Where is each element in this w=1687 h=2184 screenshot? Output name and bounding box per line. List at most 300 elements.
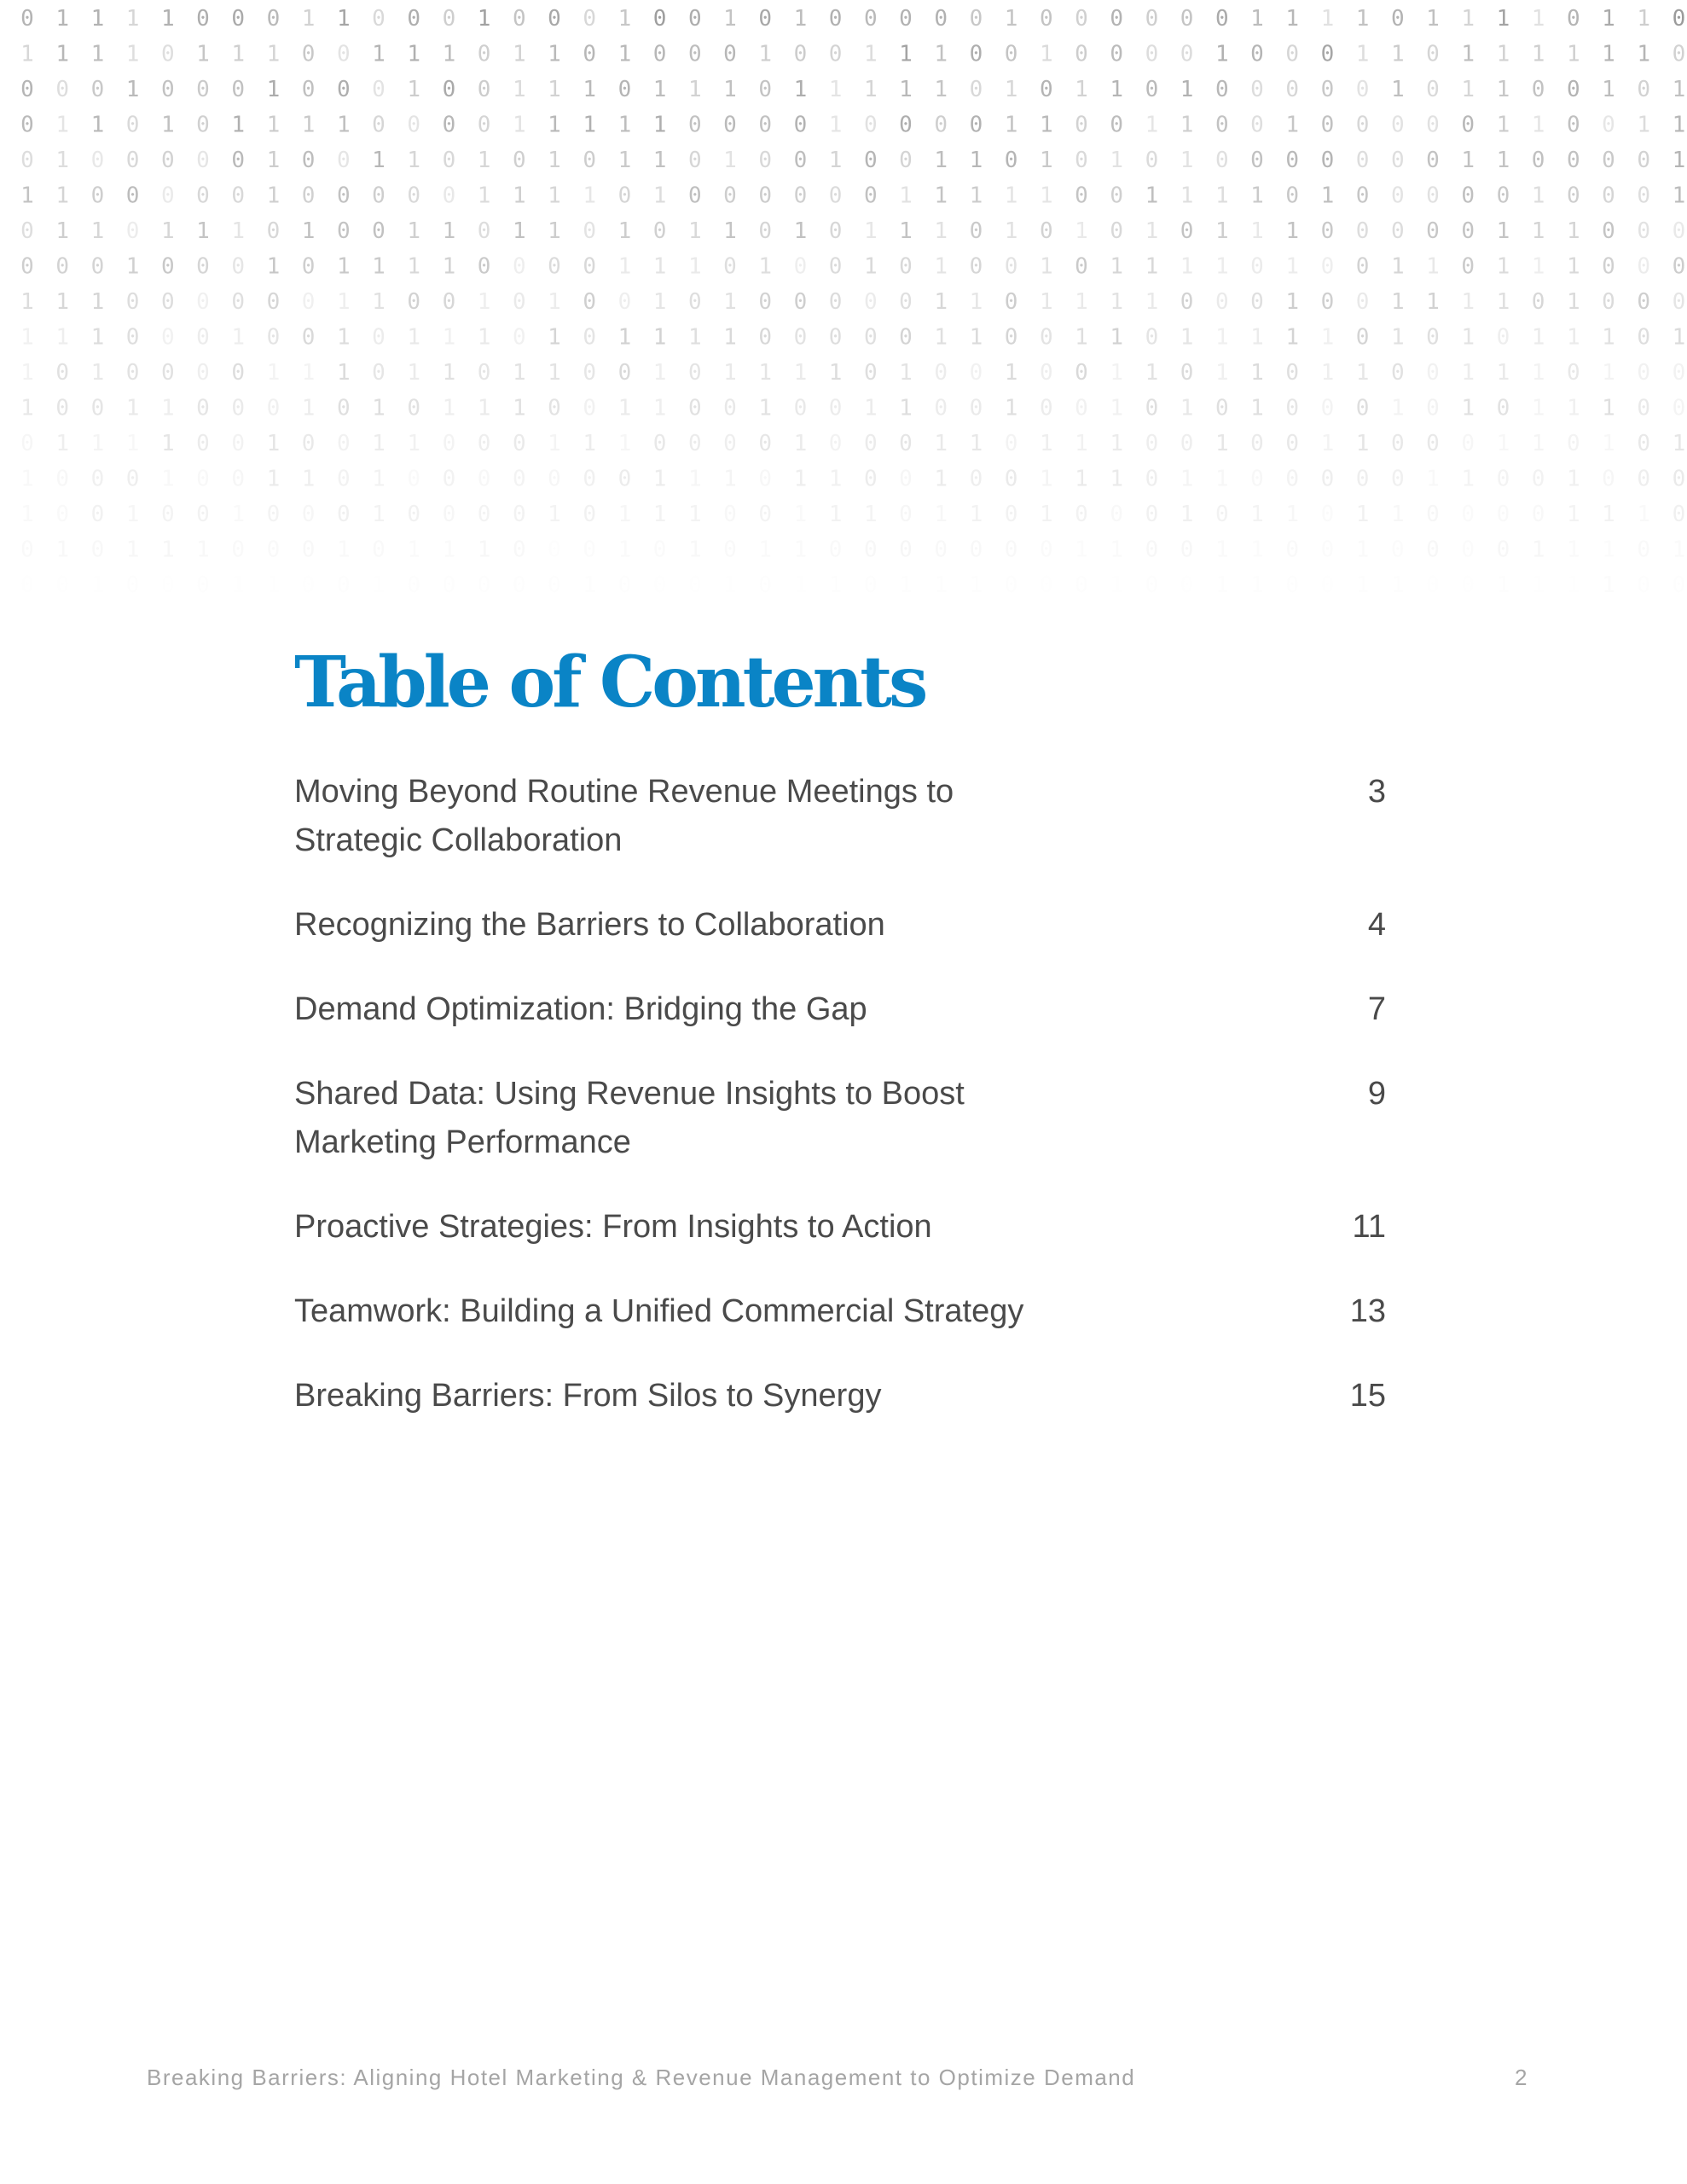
binary-digit: 1: [407, 41, 421, 67]
binary-digit: 1: [1215, 253, 1229, 280]
binary-digit: 0: [1566, 431, 1580, 456]
binary-digit: 0: [583, 360, 597, 386]
binary-digit: 0: [512, 324, 526, 351]
binary-digit: 1: [793, 360, 808, 386]
binary-digit: 0: [1637, 395, 1651, 421]
binary-digit: 1: [1180, 77, 1194, 102]
binary-digit: 1: [969, 289, 983, 315]
binary-digit: 1: [1004, 183, 1018, 209]
binary-digit: 0: [442, 183, 456, 209]
binary-digit: 1: [548, 77, 561, 102]
binary-digit: 0: [1355, 395, 1370, 421]
binary-digit: 0: [969, 466, 983, 492]
binary-digit: 1: [1637, 502, 1651, 527]
binary-digit: 1: [863, 253, 878, 280]
binary-digit: 1: [1566, 218, 1580, 244]
binary-digit: 1: [1039, 431, 1053, 456]
binary-digit: 1: [1075, 324, 1088, 351]
binary-digit: 1: [407, 360, 421, 386]
toc-entry[interactable]: [294, 985, 1386, 1034]
binary-digit: 0: [828, 218, 843, 244]
binary-digit: 1: [1672, 537, 1686, 563]
binary-digit: 1: [1496, 289, 1510, 315]
binary-digit: 0: [1566, 183, 1580, 209]
binary-digit: 0: [1531, 502, 1545, 527]
binary-digit: 0: [1496, 395, 1510, 421]
binary-digit: 1: [125, 502, 140, 527]
binary-digit: 0: [1320, 395, 1335, 421]
binary-digit: 0: [758, 112, 773, 138]
toc-entry[interactable]: [294, 1203, 1386, 1252]
binary-digit: 0: [196, 6, 210, 32]
binary-digit: 1: [266, 431, 281, 456]
binary-digit: 1: [266, 148, 281, 173]
binary-digit: 0: [1075, 502, 1088, 527]
binary-digit: 1: [548, 324, 561, 351]
binary-digit: 1: [372, 466, 386, 492]
binary-digit: 1: [969, 324, 983, 351]
binary-digit: 0: [301, 324, 316, 351]
binary-digit: 0: [477, 431, 491, 456]
binary-digit: 1: [266, 112, 281, 138]
binary-digit: 0: [687, 148, 702, 173]
toc-entry-label: Teamwork: Building a Unified Commercial Strategy: [294, 1293, 1024, 1330]
binary-digit: 1: [652, 148, 667, 173]
binary-digit: 0: [1250, 253, 1264, 280]
binary-digit: 0: [442, 466, 456, 492]
binary-digit: 0: [196, 502, 210, 527]
binary-digit: 1: [652, 112, 667, 138]
toc-entry-label: Breaking Barriers: From Silos to Synergy: [294, 1378, 882, 1414]
binary-digit: 1: [1110, 289, 1124, 315]
binary-digit: 1: [1320, 431, 1335, 456]
binary-digit: 0: [1355, 183, 1370, 209]
binary-digit: 1: [1285, 289, 1300, 315]
binary-digit: 1: [1426, 289, 1440, 315]
binary-digit: 0: [1602, 148, 1615, 173]
binary-digit: 1: [793, 502, 808, 527]
toc-entry-label: Proactive Strategies: From Insights to Action: [294, 1209, 932, 1246]
binary-digit: 0: [863, 431, 878, 456]
binary-digit: 1: [372, 572, 386, 598]
binary-digit: 0: [758, 466, 773, 492]
toc-entry-page: 13: [1349, 1293, 1386, 1330]
binary-digit: 1: [1180, 324, 1194, 351]
binary-digit: 0: [1426, 218, 1440, 244]
binary-digit: 1: [548, 431, 561, 456]
binary-digit: 0: [477, 253, 491, 280]
binary-digit: 1: [1145, 360, 1159, 386]
binary-digit: 0: [1004, 466, 1018, 492]
binary-digit: 0: [20, 253, 34, 280]
binary-digit: 0: [1320, 77, 1335, 102]
binary-digit: 0: [231, 466, 246, 492]
binary-digit: 0: [1672, 6, 1686, 32]
binary-digit: 0: [1602, 112, 1615, 138]
binary-digit: 1: [1390, 395, 1405, 421]
binary-digit: 0: [687, 572, 702, 598]
binary-digit: 1: [1496, 572, 1510, 598]
binary-digit: 0: [969, 77, 983, 102]
binary-digit: 0: [1004, 502, 1018, 527]
binary-digit: 1: [1250, 360, 1264, 386]
page-footer: [147, 2065, 1528, 2091]
binary-digit: 1: [160, 6, 175, 32]
binary-digit: 0: [1566, 6, 1580, 32]
binary-digit: 0: [407, 572, 421, 598]
binary-digit: 0: [969, 395, 983, 421]
binary-digit: 0: [512, 148, 526, 173]
binary-digit: 0: [90, 183, 105, 209]
binary-digit: 1: [1075, 218, 1088, 244]
binary-digit: 0: [1285, 148, 1300, 173]
binary-digit: 1: [1250, 6, 1264, 32]
binary-digit: 0: [231, 183, 246, 209]
binary-digit: 0: [1180, 537, 1194, 563]
binary-digit: 0: [793, 183, 808, 209]
binary-digit: 0: [1355, 148, 1370, 173]
binary-digit: 1: [723, 148, 737, 173]
binary-digit: 1: [548, 360, 561, 386]
binary-digit: 1: [1531, 360, 1545, 386]
binary-digit: 0: [548, 466, 561, 492]
binary-digit: 0: [583, 537, 597, 563]
binary-digit: 1: [512, 41, 526, 67]
binary-digit: 0: [1390, 183, 1405, 209]
binary-digit: 0: [336, 77, 351, 102]
binary-digit: 1: [90, 572, 105, 598]
binary-digit: 1: [1566, 253, 1580, 280]
binary-digit: 0: [442, 148, 456, 173]
binary-digit: 1: [1531, 395, 1545, 421]
binary-digit: 1: [1602, 537, 1615, 563]
binary-digit: 0: [90, 537, 105, 563]
binary-digit: 1: [1285, 112, 1300, 138]
binary-digit: 0: [266, 537, 281, 563]
binary-digit: 1: [1637, 41, 1651, 67]
binary-digit: 1: [1602, 77, 1615, 102]
binary-digit: 1: [1566, 289, 1580, 315]
binary-digit: 1: [1390, 572, 1405, 598]
binary-digit: 0: [160, 324, 175, 351]
binary-digit: 0: [1672, 360, 1686, 386]
binary-digit: 1: [1602, 6, 1615, 32]
binary-digit: 0: [160, 41, 175, 67]
binary-digit: 1: [1110, 324, 1124, 351]
binary-digit: 1: [1461, 41, 1475, 67]
binary-digit: 0: [301, 289, 316, 315]
binary-digit: 1: [231, 41, 246, 67]
binary-digit: 1: [125, 395, 140, 421]
binary-digit: 0: [934, 112, 948, 138]
binary-digit: 0: [1461, 183, 1475, 209]
toc-entry[interactable]: [294, 1070, 1386, 1167]
binary-digit: 0: [1004, 253, 1018, 280]
binary-digit: 1: [548, 112, 561, 138]
binary-digit: 1: [934, 324, 948, 351]
binary-digit: 0: [1426, 41, 1440, 67]
binary-digit: 1: [1320, 360, 1335, 386]
binary-digit: 0: [687, 41, 702, 67]
binary-digit: 1: [793, 537, 808, 563]
binary-digit: 0: [1320, 289, 1335, 315]
binary-digit: 1: [617, 112, 632, 138]
binary-digit: 1: [1566, 572, 1580, 598]
binary-digit: 1: [899, 183, 913, 209]
binary-digit: 1: [512, 218, 526, 244]
toc-entry[interactable]: [294, 1287, 1386, 1336]
binary-digit: 0: [231, 148, 246, 173]
binary-digit: 1: [583, 183, 597, 209]
binary-digit: 1: [1250, 502, 1264, 527]
binary-digit: 0: [1355, 112, 1370, 138]
binary-digit: 1: [1180, 466, 1194, 492]
binary-digit: 1: [1285, 324, 1300, 351]
binary-digit: 0: [1145, 502, 1159, 527]
binary-digit: 0: [793, 41, 808, 67]
binary-digit: 0: [863, 6, 878, 32]
toc-entry[interactable]: [294, 1372, 1386, 1420]
binary-digit: 0: [231, 537, 246, 563]
binary-digit: 1: [1215, 537, 1229, 563]
binary-digit: 1: [1145, 218, 1159, 244]
binary-digit: 0: [477, 360, 491, 386]
binary-digit: 1: [1672, 183, 1686, 209]
binary-digit: 0: [652, 572, 667, 598]
binary-digit: 1: [1672, 431, 1686, 456]
binary-digit: 0: [1672, 41, 1686, 67]
binary-digit: 1: [617, 41, 632, 67]
binary-digit: 1: [793, 431, 808, 456]
binary-digit: 0: [687, 183, 702, 209]
binary-digit: 0: [548, 572, 561, 598]
toc-entry[interactable]: [294, 901, 1386, 950]
binary-digit: 0: [934, 6, 948, 32]
binary-digit: 1: [1075, 466, 1088, 492]
binary-digit: 0: [477, 572, 491, 598]
binary-digit: 1: [723, 466, 737, 492]
binary-digit: 0: [125, 183, 140, 209]
binary-digit: 0: [55, 360, 70, 386]
binary-digit: 0: [160, 360, 175, 386]
binary-digit: 0: [125, 148, 140, 173]
binary-digit: 0: [758, 218, 773, 244]
binary-digit: 1: [828, 360, 843, 386]
footer-page-number: 2: [1515, 2065, 1528, 2090]
binary-digit: 0: [1215, 395, 1229, 421]
binary-digit: 0: [583, 218, 597, 244]
binary-digit: 0: [1145, 466, 1159, 492]
binary-digit: 1: [512, 183, 526, 209]
binary-digit: 0: [793, 324, 808, 351]
binary-digit: 0: [1355, 253, 1370, 280]
binary-digit: 1: [1250, 572, 1264, 598]
binary-digit: 1: [266, 77, 281, 102]
binary-digit: 1: [125, 537, 140, 563]
binary-digit: 0: [899, 324, 913, 351]
binary-digit: 1: [1566, 41, 1580, 67]
binary-digit: 1: [407, 77, 421, 102]
binary-digit: 1: [1496, 112, 1510, 138]
binary-digit: 0: [336, 466, 351, 492]
binary-digit: 0: [125, 324, 140, 351]
toc-entry[interactable]: [294, 768, 1386, 865]
binary-digit: 0: [1004, 537, 1018, 563]
binary-digit: 0: [1145, 537, 1159, 563]
binary-digit: 1: [1461, 466, 1475, 492]
binary-digit: 0: [1672, 395, 1686, 421]
binary-digit: 0: [1039, 537, 1053, 563]
binary-digit: 0: [407, 395, 421, 421]
binary-digit: 0: [758, 431, 773, 456]
binary-digit: 0: [723, 112, 737, 138]
binary-digit: 1: [196, 537, 210, 563]
binary-digit: 0: [1426, 324, 1440, 351]
binary-digit: 0: [1075, 360, 1088, 386]
binary-digit: 1: [20, 41, 34, 67]
binary-digit: 1: [969, 148, 983, 173]
binary-digit: 0: [1531, 77, 1545, 102]
binary-digit: 0: [301, 502, 316, 527]
binary-digit: 1: [828, 572, 843, 598]
binary-digit: 0: [372, 360, 386, 386]
binary-digit: 1: [687, 253, 702, 280]
binary-digit: 0: [1110, 218, 1124, 244]
binary-digit: 0: [1390, 431, 1405, 456]
binary-digit: 0: [1461, 112, 1475, 138]
binary-digit: 0: [1180, 41, 1194, 67]
binary-digit: 1: [512, 112, 526, 138]
binary-digit: 1: [1602, 502, 1615, 527]
binary-digit: 0: [125, 218, 140, 244]
binary-digit: 1: [1320, 183, 1335, 209]
binary-digit: 0: [1637, 572, 1651, 598]
binary-digit: 1: [652, 395, 667, 421]
binary-digit: 0: [1215, 6, 1229, 32]
binary-digit: 0: [1075, 112, 1088, 138]
binary-digit: 0: [160, 289, 175, 315]
binary-digit: 0: [828, 289, 843, 315]
binary-digit: 0: [1110, 6, 1124, 32]
binary-digit: 1: [863, 395, 878, 421]
binary-digit: 0: [1566, 360, 1580, 386]
binary-digit: 1: [1602, 360, 1615, 386]
binary-digit: 0: [969, 218, 983, 244]
binary-digit: 1: [90, 112, 105, 138]
binary-digit: 0: [1355, 466, 1370, 492]
binary-digit: 0: [1039, 77, 1053, 102]
binary-digit: 1: [1110, 148, 1124, 173]
binary-digit: 0: [231, 395, 246, 421]
binary-digit: 1: [899, 218, 913, 244]
binary-digit: 1: [1004, 6, 1018, 32]
binary-digit: 1: [1390, 41, 1405, 67]
binary-digit: 0: [1426, 360, 1440, 386]
binary-digit: 1: [1390, 77, 1405, 102]
binary-digit: 0: [1285, 572, 1300, 598]
binary-digit: 0: [266, 218, 281, 244]
binary-digit: 1: [1250, 395, 1264, 421]
binary-digit: 0: [477, 466, 491, 492]
binary-digit: 0: [160, 253, 175, 280]
binary-digit: 1: [1461, 395, 1475, 421]
binary-digit: 1: [1355, 502, 1370, 527]
binary-digit: 0: [1004, 148, 1018, 173]
binary-digit: 1: [442, 537, 456, 563]
binary-digit: 1: [723, 324, 737, 351]
binary-digit: 1: [336, 289, 351, 315]
binary-digit: 1: [1355, 360, 1370, 386]
binary-digit: 1: [1496, 253, 1510, 280]
binary-digit: 0: [969, 537, 983, 563]
binary-digit: 1: [372, 148, 386, 173]
toc-entry-page: 9: [1367, 1076, 1386, 1112]
binary-digit: 1: [548, 183, 561, 209]
binary-digit: 0: [583, 41, 597, 67]
binary-digit: 1: [1039, 466, 1053, 492]
toc-entry-label: Moving Beyond Routine Revenue Meetings to Strategic Collaboration: [294, 774, 954, 859]
binary-digit: 1: [617, 6, 632, 32]
binary-digit: 1: [828, 466, 843, 492]
binary-digit: 1: [1566, 324, 1580, 351]
binary-digit: 0: [20, 6, 34, 32]
binary-digit: 0: [617, 360, 632, 386]
binary-digit: 0: [1390, 360, 1405, 386]
binary-digit: 0: [231, 6, 246, 32]
binary-digit: 0: [863, 148, 878, 173]
binary-digit: 1: [1531, 572, 1545, 598]
binary-digit: 1: [828, 502, 843, 527]
binary-digit: 0: [583, 253, 597, 280]
binary-digit: 0: [1215, 289, 1229, 315]
binary-digit: 1: [1672, 77, 1686, 102]
binary-digit: 1: [1004, 218, 1018, 244]
binary-digit: 1: [160, 112, 175, 138]
binary-digit: 1: [1250, 324, 1264, 351]
binary-digit: 0: [1039, 360, 1053, 386]
binary-digit: 0: [1426, 148, 1440, 173]
binary-digit: 1: [617, 324, 632, 351]
binary-digit: 1: [266, 572, 281, 598]
binary-digit: 1: [1672, 148, 1686, 173]
binary-digit: 0: [1075, 395, 1088, 421]
binary-digit: 1: [687, 466, 702, 492]
binary-digit: 1: [372, 431, 386, 456]
binary-digit: 1: [793, 218, 808, 244]
table-of-contents: [294, 644, 1386, 1456]
binary-digit: 0: [723, 537, 737, 563]
binary-digit: 0: [617, 572, 632, 598]
binary-digit: 0: [1602, 289, 1615, 315]
binary-digit: 1: [55, 431, 70, 456]
binary-digit: 0: [863, 112, 878, 138]
binary-digit: 0: [90, 466, 105, 492]
binary-digit: 1: [1531, 253, 1545, 280]
binary-digit: 0: [1180, 360, 1194, 386]
binary-digit: 0: [687, 6, 702, 32]
binary-digit: 0: [160, 77, 175, 102]
binary-digit: 0: [1390, 112, 1405, 138]
binary-digit: 1: [652, 466, 667, 492]
binary-digit: 0: [90, 253, 105, 280]
binary-digit: 0: [1250, 112, 1264, 138]
binary-digit: 0: [583, 502, 597, 527]
binary-digit: 0: [828, 183, 843, 209]
binary-digit: 0: [1496, 537, 1510, 563]
binary-digit: 1: [1285, 6, 1300, 32]
binary-digit: 1: [652, 324, 667, 351]
binary-digit: 1: [90, 218, 105, 244]
